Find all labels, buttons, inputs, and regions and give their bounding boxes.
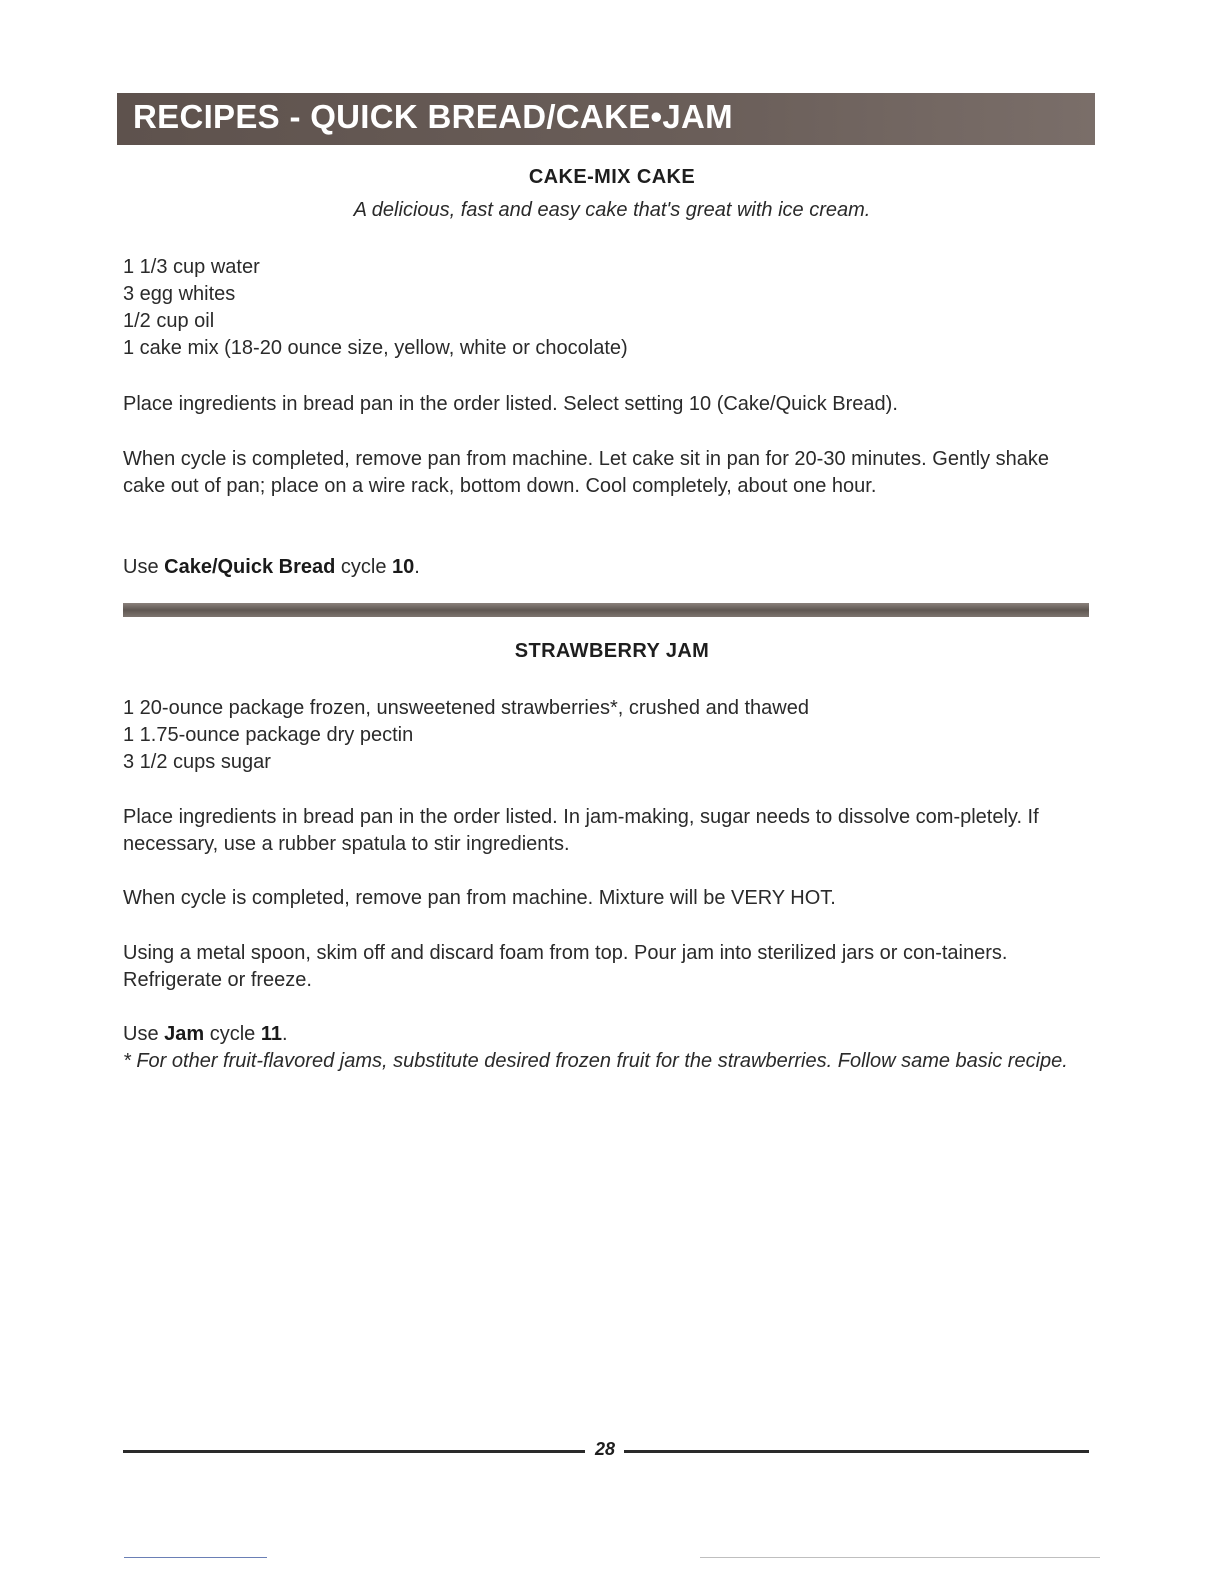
ingredient-list-strawberry-jam <box>123 695 1083 776</box>
cycle-instruction-jam <box>123 1021 1083 1048</box>
ingredient-item: 1 cake mix (18-20 ounce size, yellow, white or chocolate) <box>123 337 628 359</box>
cycle-prefix: Use <box>123 1023 165 1045</box>
cycle-number: 11 <box>260 1023 282 1045</box>
ingredient-item: 1 20-ounce package frozen, unsweetened strawberries*, crushed and thawed <box>123 697 809 719</box>
page-number: 28 <box>594 1439 616 1459</box>
cycle-prefix: Use <box>123 556 165 578</box>
scan-edge-mark <box>124 1557 267 1558</box>
cycle-middle: cycle <box>204 1023 261 1045</box>
footer-rule-left <box>123 1450 585 1453</box>
ingredient-item: 3 1/2 cups sugar <box>123 751 271 773</box>
instruction-paragraph: Using a metal spoon, skim off and discard foam from top. Pour jam into sterilized jars or con-tainers. Refrigerate or freeze. <box>123 942 1008 991</box>
recipe-subtitle-cake-mix: A delicious, fast and easy cake that's great with ice cream. <box>353 199 871 221</box>
instruction-paragraph: When cycle is completed, remove pan from machine. Mixture will be VERY HOT. <box>123 887 836 909</box>
cycle-instruction-cake <box>123 554 1083 581</box>
ingredient-item: 1 1.75-ounce package dry pectin <box>123 724 414 746</box>
recipe-title-cake-mix: CAKE-MIX CAKE <box>528 166 696 188</box>
ingredient-item: 3 egg whites <box>123 283 236 305</box>
cycle-suffix: . <box>282 1023 288 1045</box>
recipe-title-strawberry-jam: STRAWBERRY JAM <box>514 640 710 662</box>
section-header-bar <box>117 93 1095 145</box>
section-header-title: RECIPES - QUICK BREAD/CAKE•JAM <box>133 98 733 135</box>
footer-rule-right <box>624 1450 1089 1453</box>
cycle-name: Jam <box>164 1023 205 1045</box>
cycle-name: Cake/Quick Bread <box>164 556 336 578</box>
footnote: * For other fruit-flavored jams, substitute desired frozen fruit for the strawberries. Follow same basic recipe. <box>123 1050 1068 1072</box>
cycle-number: 10 <box>392 556 415 578</box>
ingredient-item: 1/2 cup oil <box>123 310 215 332</box>
instruction-paragraph: Place ingredients in bread pan in the order listed. In jam-making, sugar needs to dissolve com-pletely. If necessary, use a rubber spatula to stir ingredients. <box>123 806 1039 855</box>
instruction-paragraph: Place ingredients in bread pan in the order listed. Select setting 10 (Cake/Quick Bread). <box>123 393 898 415</box>
cycle-middle: cycle <box>335 556 393 578</box>
scan-edge-mark <box>700 1557 1100 1558</box>
ingredient-item: 1 1/3 cup water <box>123 256 260 278</box>
section-divider <box>123 603 1089 617</box>
cycle-suffix: . <box>414 556 420 578</box>
instruction-paragraph: When cycle is completed, remove pan from machine. Let cake sit in pan for 20-30 minutes. Gently shake cake out of pan; place on a wire rack, bottom down. Cool completely, about one hour. <box>123 448 1049 497</box>
ingredient-list-cake-mix <box>123 254 1083 362</box>
